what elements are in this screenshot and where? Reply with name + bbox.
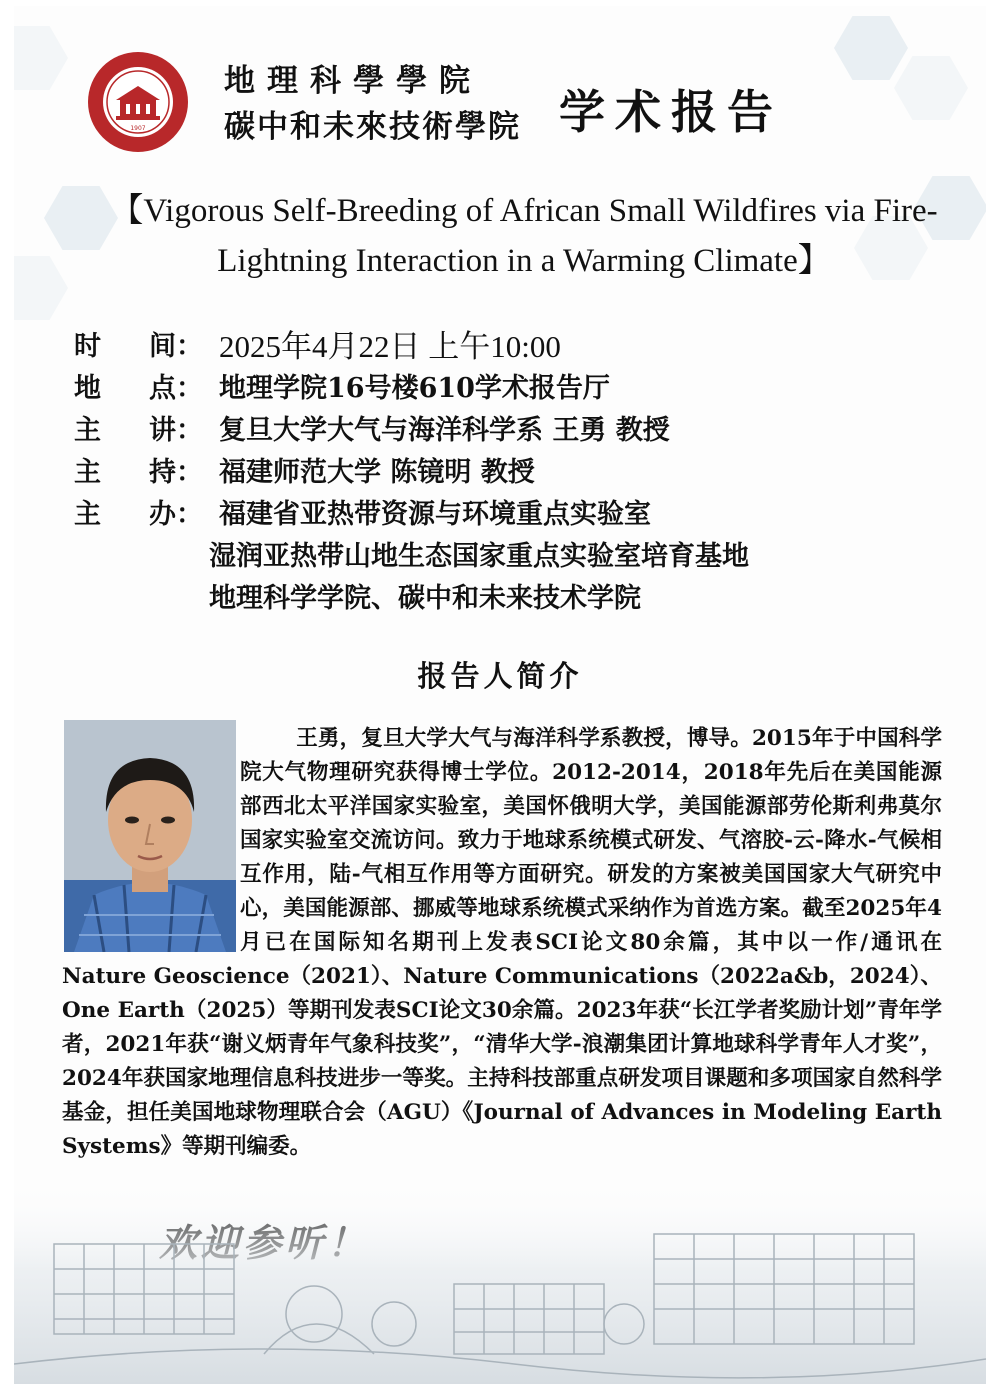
info-row-speaker xyxy=(74,406,749,448)
school-name-carbon-neutral: 碳中和未來技術學院 xyxy=(224,109,521,145)
info-label: 时 间： xyxy=(74,330,203,362)
info-row-organizer-cont xyxy=(74,574,749,616)
info-row-place xyxy=(74,364,749,406)
speaker-value: 复旦大学大气与海洋科学系 王勇 教授 xyxy=(219,414,670,446)
place-value: 地理学院16号楼610学术报告厅 xyxy=(219,372,610,404)
bio-text: 王勇，复旦大学大气与海洋科学系教授，博导。2015年于中国科学院大气物理研究获得博士学位。2012-2014，2018年先后在美国能源部西北太平洋国家实验室，美国怀俄明大学，美国能源部劳伦斯利弗莫尔国家实验室交流访问。致力于地球系统模式研发、气溶胶-云-降水-气候相互作用，陆-气相互作用等方面研究。研发的方案被美国国家大气研究中心，美国能源部、挪威等地球系统模式采纳作为首选方案。截至2025年4月已在国际知名期刊上发表SCI论文80余篇，其中以一作/通讯在Nature Geoscience（2021）、Nature Communications（2022a&b，2024）、One Earth（2025）等期刊发表SCI论文30余篇。2023年获“长江学者奖励计划”青年学者，2021年获“谢义炳青年气象科技奖”，“清华大学-浪潮集团计算地球科学青年人才奖”，2024年获国家地理信息科技进步一等奖。主持科技部重点研发项目课题和多项国家自然科学基金，担任美国地球物理联合会（AGU）《Journal of Advances in Modeling Earth Systems》等期刊编委。 xyxy=(62,726,942,1159)
host-value: 福建师范大学 陈镜明 教授 xyxy=(219,456,535,488)
info-label: 地 点： xyxy=(74,372,203,404)
organizer-value: 福建省亚热带资源与环境重点实验室 xyxy=(219,498,651,530)
speaker-intro-heading: 报告人简介 xyxy=(417,659,583,693)
university-logo xyxy=(86,50,190,154)
info-row-time xyxy=(74,322,749,364)
info-label: 主 持： xyxy=(74,456,203,488)
info-label: 主 办： xyxy=(74,498,203,530)
school-name-geography: 地理科學學院 xyxy=(224,63,482,99)
speaker-bio xyxy=(62,722,942,1164)
organizer-value: 地理科学学院、碳中和未来技术学院 xyxy=(209,582,641,614)
info-row-organizer-cont xyxy=(74,532,749,574)
report-label: 学术报告 xyxy=(559,85,783,139)
organizer-value: 湿润亚热带山地生态国家重点实验室培育基地 xyxy=(209,540,749,572)
info-row-host xyxy=(74,448,749,490)
photo-spacer xyxy=(62,722,240,956)
talk-title: 【Vigorous Self-Breeding of African Small Wildfires via Fire-Lightning Interaction in a Warming Climate】 xyxy=(110,193,938,279)
campus-sketch-illustration xyxy=(14,1174,986,1384)
poster xyxy=(14,6,986,1384)
hexagon-decoration xyxy=(894,56,968,120)
event-info xyxy=(74,322,749,616)
school-names xyxy=(224,58,521,150)
logo-year: 1907 xyxy=(130,125,146,132)
hexagon-decoration xyxy=(834,16,908,80)
time-value: 2025年4月22日 上午10:00 xyxy=(219,328,561,364)
info-label: 主 讲： xyxy=(74,414,203,446)
hexagon-decoration xyxy=(14,256,68,320)
hexagon-decoration xyxy=(14,26,68,90)
info-row-organizer xyxy=(74,490,749,532)
